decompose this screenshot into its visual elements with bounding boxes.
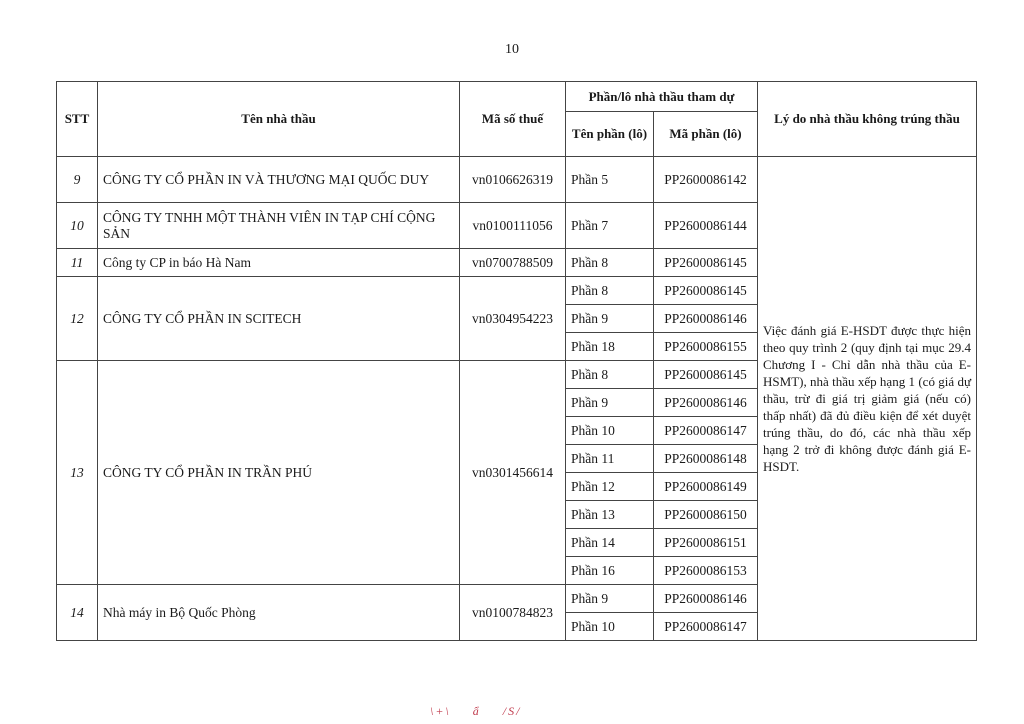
header-row-1 xyxy=(57,82,977,112)
cell-stt: 14 xyxy=(57,585,98,641)
cell-lot-code: PP2600086153 xyxy=(654,557,758,585)
cell-lot-name: Phần 16 xyxy=(566,557,654,585)
cell-lot-name: Phần 8 xyxy=(566,361,654,389)
cell-stt: 13 xyxy=(57,361,98,585)
cell-lot-name: Phần 8 xyxy=(566,249,654,277)
cell-lot-code: PP2600086144 xyxy=(654,203,758,249)
cell-tax-code: vn0100111056 xyxy=(460,203,566,249)
bidder-results-table xyxy=(56,81,977,641)
cell-lot-name: Phần 9 xyxy=(566,305,654,333)
cell-tax-code: vn0301456614 xyxy=(460,361,566,585)
cell-stt: 9 xyxy=(57,157,98,203)
header-reason: Lý do nhà thầu không trúng thầu xyxy=(758,82,977,157)
cell-lot-code: PP2600086147 xyxy=(654,613,758,641)
cell-lot-name: Phần 12 xyxy=(566,473,654,501)
cell-stt: 12 xyxy=(57,277,98,361)
header-lot-group: Phần/lô nhà thầu tham dự xyxy=(566,82,758,112)
cell-bidder-name: CÔNG TY CỔ PHẦN IN VÀ THƯƠNG MẠI QUỐC DUY xyxy=(98,157,460,203)
cell-bidder-name: CÔNG TY CỔ PHẦN IN TRẦN PHÚ xyxy=(98,361,460,585)
cell-lot-name: Phần 9 xyxy=(566,389,654,417)
cell-bidder-name: Nhà máy in Bộ Quốc Phòng xyxy=(98,585,460,641)
cell-lot-code: PP2600086146 xyxy=(654,389,758,417)
cell-lot-name: Phần 7 xyxy=(566,203,654,249)
cell-lot-code: PP2600086146 xyxy=(654,305,758,333)
cell-lot-name: Phần 5 xyxy=(566,157,654,203)
table-row xyxy=(57,157,977,203)
cell-lot-code: PP2600086149 xyxy=(654,473,758,501)
cell-lot-name: Phần 8 xyxy=(566,277,654,305)
header-lot-code: Mã phần (lô) xyxy=(654,112,758,157)
table-body xyxy=(57,157,977,641)
cell-lot-code: PP2600086148 xyxy=(654,445,758,473)
cell-stt: 11 xyxy=(57,249,98,277)
cell-lot-name: Phần 9 xyxy=(566,585,654,613)
page-number: 10 xyxy=(505,42,519,57)
header-tax-code: Mã số thuế xyxy=(460,82,566,157)
cell-lot-code: PP2600086145 xyxy=(654,361,758,389)
cell-lot-code: PP2600086142 xyxy=(654,157,758,203)
cell-tax-code: vn0106626319 xyxy=(460,157,566,203)
cell-tax-code: vn0700788509 xyxy=(460,249,566,277)
header-bidder-name: Tên nhà thầu xyxy=(98,82,460,157)
cell-lot-code: PP2600086150 xyxy=(654,501,758,529)
cell-lot-code: PP2600086145 xyxy=(654,277,758,305)
cell-lot-code: PP2600086145 xyxy=(654,249,758,277)
cell-reason: Việc đánh giá E-HSDT được thực hiện theo quy trình 2 (quy định tại mục 29.4 Chương I - Chỉ dẫn nhà thầu của E-HSMT), nhà thầu xếp hạng 1 (có giá dự thầu, trừ đi giá trị giảm giá (nếu có) thấp nhất) đã đủ điều kiện để xét duyệt trúng thầu, do đó, các nhà thầu xếp hạng 2 trở đi không được đánh giá E-HSDT. xyxy=(758,157,977,641)
cell-lot-name: Phần 18 xyxy=(566,333,654,361)
cell-lot-name: Phần 10 xyxy=(566,613,654,641)
cell-tax-code: vn0304954223 xyxy=(460,277,566,361)
cell-bidder-name: CÔNG TY CỔ PHẦN IN SCITECH xyxy=(98,277,460,361)
cell-lot-code: PP2600086146 xyxy=(654,585,758,613)
header-lot-name: Tên phần (lô) xyxy=(566,112,654,157)
cell-lot-code: PP2600086155 xyxy=(654,333,758,361)
header-stt: STT xyxy=(57,82,98,157)
cell-lot-name: Phần 13 xyxy=(566,501,654,529)
cell-lot-name: Phần 14 xyxy=(566,529,654,557)
cell-bidder-name: CÔNG TY TNHH MỘT THÀNH VIÊN IN TẠP CHÍ CỘNG SẢN xyxy=(98,203,460,249)
cell-lot-code: PP2600086151 xyxy=(654,529,758,557)
seal-stamp-mark: \+\ ẩ /S/ xyxy=(430,704,522,718)
cell-tax-code: vn0100784823 xyxy=(460,585,566,641)
cell-lot-name: Phần 10 xyxy=(566,417,654,445)
cell-bidder-name: Công ty CP in báo Hà Nam xyxy=(98,249,460,277)
cell-lot-code: PP2600086147 xyxy=(654,417,758,445)
cell-stt: 10 xyxy=(57,203,98,249)
cell-lot-name: Phần 11 xyxy=(566,445,654,473)
